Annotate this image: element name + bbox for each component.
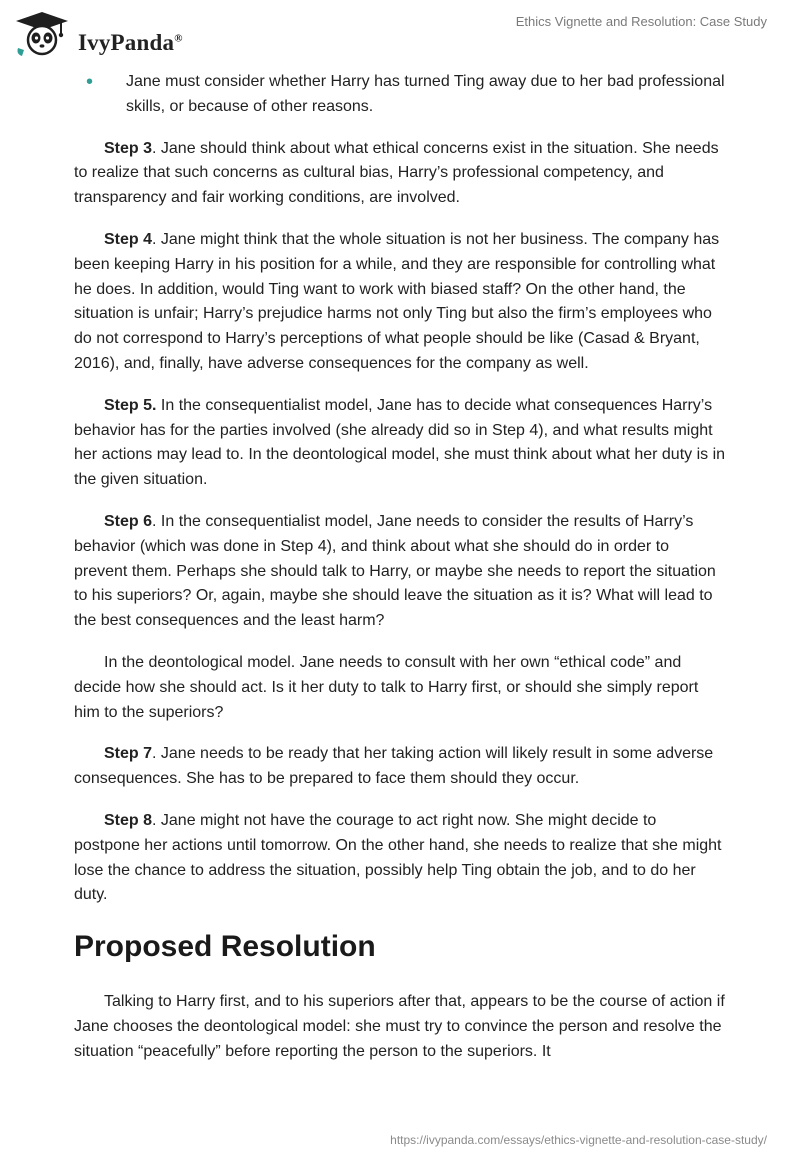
paragraph-text: In the deontological model. Jane needs to consult with her own “ethical code” and decide how she should act. Is it her duty to talk to Harry first, or should she simply report him to the superiors? <box>74 653 699 721</box>
step-label: Step 7 <box>104 745 153 763</box>
ivypanda-logo[interactable] <box>14 10 204 58</box>
step-label: Step 6 <box>104 512 153 530</box>
document-title: Ethics Vignette and Resolution: Case Study <box>515 14 767 29</box>
paragraph-text: In the consequentialist model, Jane has to decide what consequences Harry’s behavior has for the parties involved (she already did so in Step 4), and what results might her actions may lead to. In the deontological model, she must think about what her duty is in the given situation. <box>74 396 726 489</box>
step-label: Step 8 <box>104 811 153 829</box>
bullet-item <box>74 70 726 120</box>
bullet-text: Jane must consider whether Harry has turned Ting away due to her bad professional skills, or because of other reasons. <box>126 73 725 115</box>
paragraph-step-6 <box>74 510 726 634</box>
paragraph-text: Talking to Harry first, and to his superiors after that, appears to be the course of action if Jane chooses the deontological model: she must try to convince the person and resolve the situation “peacefully” before reporting the person to the superiors. It <box>74 993 725 1060</box>
step-label: Step 4 <box>104 230 153 248</box>
paragraph-step-4 <box>74 228 726 377</box>
paragraph-step-5 <box>74 394 726 493</box>
step-label: Step 3 <box>104 139 153 157</box>
paragraph-step-7 <box>74 742 726 792</box>
paragraph-step-8 <box>74 809 726 908</box>
paragraph-text: . Jane might think that the whole situation is not her business. The company has been keeping Harry in his position for a while, and they are responsible for controlling what he does. In addition, would Ting want to work with biased staff? On the other hand, the situation is unfair; Harry’s prejudice harms not only Ting but also the firm’s employees who do not correspond to Harry’s perceptions of what people should be like (Casad & Bryant, 2016), and, finally, have adverse consequences for the company as well. <box>74 230 720 372</box>
paragraph-step-3 <box>74 137 726 211</box>
panda-graduate-icon <box>14 10 70 58</box>
paragraph-text: . In the consequentialist model, Jane needs to consider the results of Harry’s behavior (which was done in Step 4), and think about what she should do in order to prevent them. Perhaps she should talk to Harry, or maybe she needs to report the situation to his superiors? Or, again, maybe she should leave the situation as it is? What will lead to the best consequences and the least harm? <box>74 512 716 630</box>
paragraph-text: . Jane should think about what ethical concerns exist in the situation. She needs to realize that such concerns as cultural bias, Harry’s professional competency, and transparency and fair working conditions, are involved. <box>74 139 719 207</box>
footer-url[interactable]: https://ivypanda.com/essays/ethics-vignette-and-resolution-case-study/ <box>390 1133 767 1147</box>
paragraph-text: . Jane might not have the courage to act right now. She might decide to postpone her actions until tomorrow. On the other hand, she needs to realize that she might lose the chance to address the situation, possibly help Ting obtain the job, and to do her duty. <box>74 811 722 904</box>
paragraph-resolution <box>74 990 726 1064</box>
logo-text: IvyPanda® <box>78 30 183 55</box>
paragraph-text: . Jane needs to be ready that her taking action will likely result in some adverse consequences. She has to be prepared to face them should they occur. <box>74 745 714 788</box>
bullet-dot-icon: • <box>86 71 94 93</box>
article-body <box>74 70 726 1082</box>
paragraph-deontological <box>74 651 726 725</box>
step-label: Step 5. <box>104 396 157 414</box>
page-header <box>0 0 800 70</box>
section-heading: Proposed Resolution <box>74 930 376 964</box>
